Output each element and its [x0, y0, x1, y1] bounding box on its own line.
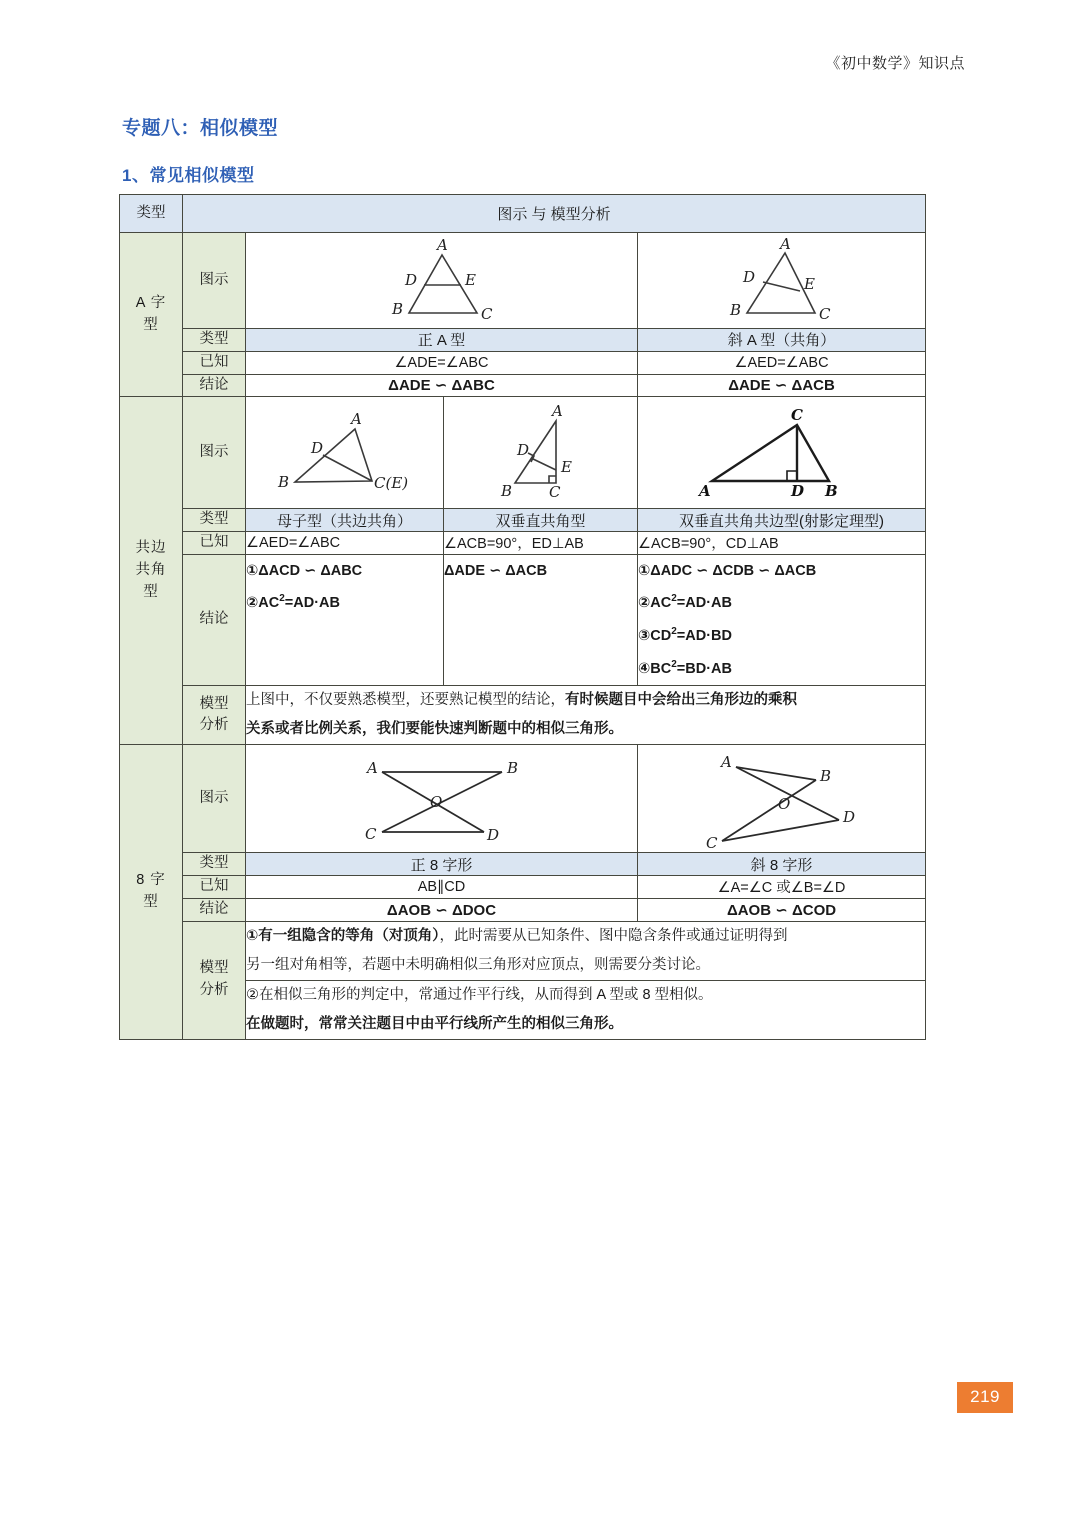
row-label-analysis2-line1: 模型: [199, 960, 229, 977]
group-8-type-row: [120, 853, 926, 876]
svg-text:A: A: [721, 752, 732, 771]
figure-sheying-triangle: [638, 397, 926, 509]
conclusion-line: $③CD^2=AD\cdot BD$: [638, 626, 732, 644]
svg-text:A: A: [552, 401, 563, 420]
row-label-given-3: 已知: [183, 876, 246, 899]
group-label-gong-line3: 型: [143, 583, 159, 600]
cell-conclusion-muzi: [246, 554, 444, 686]
conclusion-line: $②AC^2=AD\cdot AB$: [638, 593, 732, 612]
row-label-type-3: 类型: [183, 853, 246, 876]
row-label-given-2: 已知: [183, 532, 246, 555]
svg-text:B: B: [824, 481, 838, 500]
cell-given-zheng-a: ∠ADE=∠ABC: [246, 351, 638, 374]
figure-xie-8-shape: [638, 745, 926, 853]
group-label-gongbian-gongjiao: [120, 397, 183, 745]
similar-models-table: [119, 194, 926, 1040]
analysis-line: 另一组对角相等，若题中未明确相似三角形对应顶点，则需要分类讨论。: [246, 956, 710, 973]
cell-given-xie-8: ∠A=∠C 或∠B=∠D: [638, 876, 926, 899]
cell-given-shuang-chuizhi: ∠ACB=90°，ED⊥AB: [444, 532, 638, 555]
svg-text:D: D: [790, 481, 804, 500]
svg-text:D: D: [843, 807, 856, 826]
group-a-figure-row: [120, 233, 926, 329]
analysis-bold: 有时候题目中会给出三角形边的乘积: [565, 692, 797, 709]
group-label-8-line2: 型: [143, 893, 159, 910]
svg-text:O: O: [430, 792, 443, 811]
svg-text:A: A: [350, 409, 362, 428]
group-gong-type-row: [120, 509, 926, 532]
analysis-line: ②在相似三角形的判定中，常通过作平行线，从而得到 A 型或 8 型相似。: [246, 986, 713, 1003]
group-label-a-line2: 型: [143, 316, 159, 333]
cell-conclusion-shuang-chuizhi: [444, 554, 638, 686]
group-label-8-type: [120, 745, 183, 1039]
running-head: 《初中数学》知识点: [825, 55, 965, 72]
group-8-given-row: [120, 876, 926, 899]
analysis-normal: ，此时需要从已知条件、图中隐含条件或通过证明得到: [439, 927, 788, 944]
group-label-gong-line1: 共边: [135, 540, 167, 557]
analysis-bold: ①有一组隐含的等角（对顶角）: [246, 927, 440, 944]
row-label-figure-3: 图示: [183, 745, 246, 853]
svg-text:A: A: [367, 758, 378, 777]
group-a-conclusion-row: [120, 374, 926, 397]
svg-text:B: B: [729, 300, 741, 319]
svg-text:C: C: [480, 304, 492, 323]
page-title: 专题八：相似模型: [122, 118, 279, 139]
svg-text:D: D: [742, 267, 755, 286]
svg-text:C: C: [706, 833, 718, 851]
svg-text:C: C: [365, 824, 377, 843]
page-number-badge: 219: [957, 1382, 1013, 1413]
row-label-figure: 图示: [183, 233, 246, 329]
cell-type-sheying: 双垂直共角共边型(射影定理型): [638, 509, 926, 532]
svg-text:B: B: [277, 472, 289, 491]
group-8-conclusion-row: [120, 898, 926, 921]
similar-models-table-wrapper: [119, 194, 925, 1040]
cell-given-zheng-8: AB∥CD: [246, 876, 638, 899]
cell-conclusion-zheng-a: ΔADE ∽ ΔABC: [246, 374, 638, 397]
analysis-line: [246, 715, 925, 744]
group-gong-analysis-row: [120, 686, 926, 745]
cell-given-sheying: ∠ACB=90°，CD⊥AB: [638, 532, 926, 555]
cell-given-xie-a: ∠AED=∠ABC: [638, 351, 926, 374]
svg-text:E: E: [561, 457, 572, 476]
svg-text:A: A: [436, 235, 448, 254]
column-header-type: 类型: [120, 195, 183, 233]
row-label-analysis-line1: 模型: [199, 695, 229, 712]
cell-type-xie-a: 斜 A 型（共角）: [638, 329, 926, 352]
svg-text:B: B: [507, 758, 519, 777]
cell-type-zheng-a: 正 A 型: [246, 329, 638, 352]
column-header-main: 图示 与 模型分析: [183, 195, 926, 233]
analysis-normal: 上图中，不仅要熟悉模型，还要熟记模型的结论，: [246, 692, 565, 709]
svg-text:C: C: [790, 405, 803, 424]
svg-text:B: B: [391, 299, 403, 318]
group-8-figure-row: [120, 745, 926, 853]
cell-analysis-8-second: [246, 980, 926, 1039]
row-label-given: 已知: [183, 351, 246, 374]
group-a-given-row: [120, 351, 926, 374]
conclusion-line: ①ΔACD ∽ ΔABC: [246, 562, 363, 579]
analysis-line: [246, 1010, 925, 1039]
cell-analysis-8-first: [246, 921, 926, 980]
svg-text:D: D: [487, 825, 500, 844]
svg-text:E: E: [464, 270, 476, 289]
group-a-type-row: [120, 329, 926, 352]
group-gong-figure-row: [120, 397, 926, 509]
row-label-analysis-2: [183, 921, 246, 1039]
figure-muzi-triangle: [246, 397, 444, 509]
svg-text:A: A: [698, 481, 711, 500]
figure-shuang-chuizhi-triangle: [444, 397, 638, 509]
analysis-bold: 关系或者比例关系，我们要能快速判断题中的相似三角形。: [246, 721, 623, 738]
analysis-bold: 在做题时，常常关注题目中由平行线所产生的相似三角形。: [246, 1015, 623, 1032]
row-label-conclusion: 结论: [183, 374, 246, 397]
svg-text:C: C: [549, 482, 561, 501]
cell-type-shuang-chuizhi: 双垂直共角型: [444, 509, 638, 532]
figure-xie-a-triangle: [638, 233, 926, 329]
svg-text:B: B: [820, 766, 832, 785]
svg-text:D: D: [310, 438, 323, 457]
svg-text:D: D: [517, 440, 530, 459]
cell-conclusion-zheng-8: ΔAOB ∽ ΔDOC: [246, 898, 638, 921]
cell-conclusion-xie-a: ΔADE ∽ ΔACB: [638, 374, 926, 397]
svg-text:C: C: [818, 304, 830, 323]
group-label-a-type: [120, 233, 183, 397]
cell-given-muzi: ∠AED=∠ABC: [246, 532, 444, 555]
conclusion-line: $④BC^2=BD\cdot AB$: [638, 658, 732, 677]
row-label-analysis-line2: 分析: [199, 717, 229, 734]
svg-text:E: E: [803, 274, 815, 293]
row-label-figure-2: 图示: [183, 397, 246, 509]
conclusion-line: $②AC^2=AD\cdot AB$: [246, 593, 340, 612]
group-gong-conclusion-row: [120, 554, 926, 686]
row-label-conclusion-3: 结论: [183, 898, 246, 921]
svg-text:B: B: [501, 481, 513, 500]
group-label-8-line1: 8 字: [136, 872, 166, 889]
cell-analysis-gongbian: [246, 686, 926, 745]
row-label-analysis: [183, 686, 246, 745]
conclusion-line: ①ΔADC ∽ ΔCDB ∽ ΔACB: [638, 562, 817, 579]
svg-text:O: O: [778, 794, 791, 813]
section-title: 1、常见相似模型: [122, 166, 255, 185]
row-label-analysis2-line2: 分析: [199, 982, 229, 998]
group-8-analysis-row-1: [120, 921, 926, 980]
analysis-line: [246, 922, 925, 951]
cell-type-zheng-8: 正 8 字形: [246, 853, 638, 876]
row-label-conclusion-2: 结论: [183, 554, 246, 686]
cell-type-xie-8: 斜 8 字形: [638, 853, 926, 876]
analysis-line: [246, 686, 925, 715]
group-gong-given-row: [120, 532, 926, 555]
group-label-a-line1: A 字: [135, 294, 167, 311]
group-label-gong-line2: 共角: [135, 561, 167, 578]
conclusion-line: ΔADE ∽ ΔACB: [444, 562, 548, 579]
cell-conclusion-xie-8: ΔAOB ∽ ΔCOD: [638, 898, 926, 921]
svg-text:C(E): C(E): [373, 473, 408, 492]
table-header-row: [120, 195, 926, 233]
cell-type-muzi: 母子型（共边共角）: [246, 509, 444, 532]
svg-text:A: A: [779, 234, 791, 253]
cell-conclusion-sheying: [638, 554, 926, 686]
figure-zheng-8-shape: [246, 745, 638, 853]
figure-zheng-a-triangle: [246, 233, 638, 329]
row-label-type-2: 类型: [183, 509, 246, 532]
row-label-type: 类型: [183, 329, 246, 352]
svg-text:D: D: [404, 270, 417, 289]
